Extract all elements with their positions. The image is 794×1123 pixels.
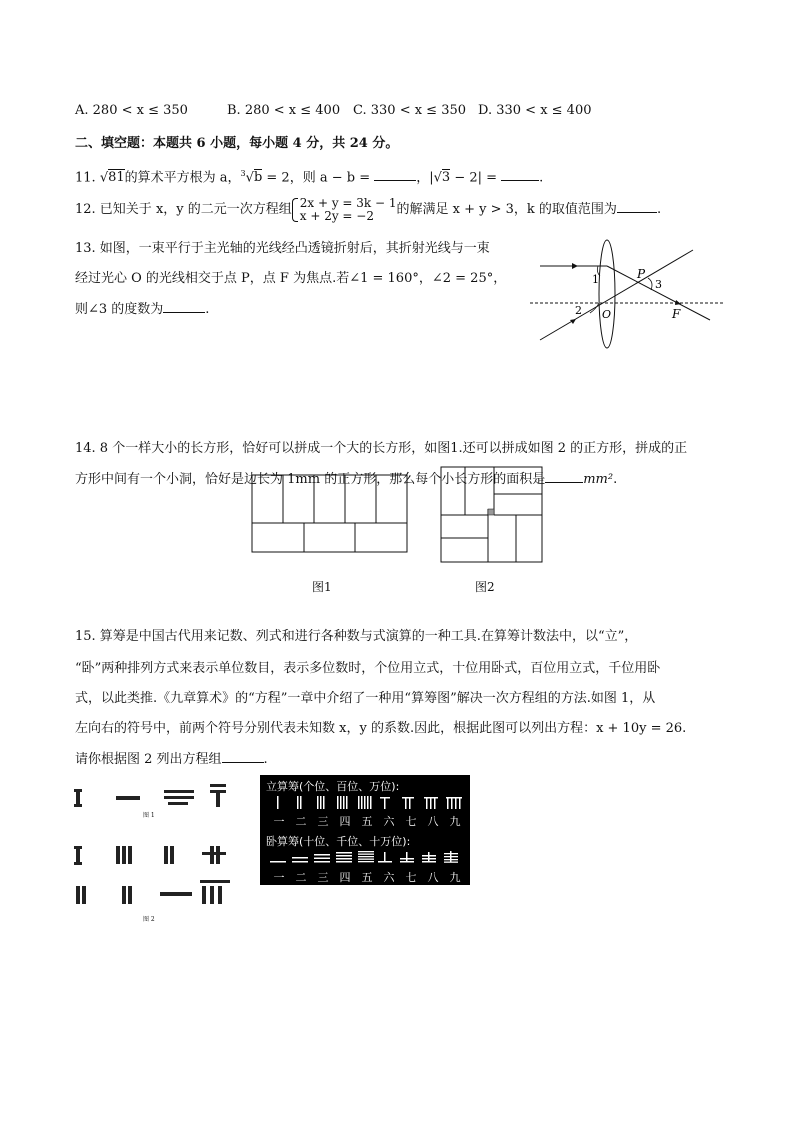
sqrt-81: 81 [108,170,125,186]
sqrt-sign: √ [99,170,109,186]
question-15-line1: 15. 算筹是中国古代用来记数、列式和进行各种数与式演算的一种工具.在算筹计数法中，以“立”， [75,629,638,644]
vertical-rods-row [268,796,468,810]
counting-rod-figures [72,778,232,923]
square-figure-2 [440,466,544,564]
label-f: F [672,307,681,321]
counting-rod-reference-panel [260,775,470,885]
label-o: O [602,308,612,321]
angle-3-label: 3 [655,278,662,291]
rod-figure-2-caption: 图 2 [143,916,155,923]
rod-figure-1-caption: 图 1 [143,812,155,819]
refracted-ray [607,266,710,320]
label-p: P [637,267,646,281]
question-13-line3: 则∠3 的度数为 . [75,302,210,317]
answer-blank-15[interactable] [222,750,264,763]
question-12: 12. 已知关于 x，y 的二元一次方程组 2x + y = 3k − 1 x + 2y = −2 的解满足 x + y > 3，k 的取值范围为 . [75,195,662,223]
question-15-line5: 请你根据图 2 列出方程组 . [75,752,268,767]
question-14-line2: 方形中间有一个小洞，恰好是边长为 1mm 的正方形，那么每个小长方形的面积是 mm². [75,472,618,487]
ray-through-center [540,250,693,340]
vertical-rods-title: 立算筹(个位、百位、万位): [266,780,400,793]
question-15-line3: 式，以此类推.《九章算术》的“方程”一章中介绍了一种用“算筹图”解决一次方程组的方法.如图 1，从 [75,691,656,706]
angle-2-label: 2 [575,304,582,317]
lens-diagram [530,238,730,350]
q10-option-a: A. 280 < x ≤ 350 [75,103,188,118]
answer-blank-11a[interactable] [374,168,416,181]
sqrt-sign: √ [433,170,442,186]
q10-option-d: D. 330 < x ≤ 400 [478,103,592,118]
rod-figure-1 [74,784,226,807]
vertical-rods-digits: 一 二 三 四 五 六 七 八 九 [273,815,461,828]
q10-option-c: C. 330 < x ≤ 350 [353,103,467,118]
equation-system: 2x + y = 3k − 1 x + 2y = −2 [292,197,397,223]
question-15-line4: 左向右的符号中，前两个符号分别代表未知数 x，y 的系数.因此，根据此图可以列出方程：x + 10y = 26. [75,721,687,736]
convex-lens [599,240,615,348]
q10-option-b: B. 280 < x ≤ 400 [227,103,341,118]
question-15-line2: “卧”两种排列方式来表示单位数目，表示多位数时，个位用立式，十位用卧式，百位用立式，千位用卧 [75,661,661,676]
horizontal-rods-row [268,851,468,865]
answer-blank-13[interactable] [163,300,205,313]
angle-1-label: 1 [592,273,599,286]
question-13-line2: 经过光心 O 的光线相交于点 P，点 F 为焦点.若∠1 = 160°，∠2 = 25°， [75,271,507,286]
rectangle-figure-1 [251,474,409,554]
horizontal-rods-title: 卧算筹(十位、千位、十万位): [266,835,411,848]
section-2-header: 二、填空题：本题共 6 小题，每小题 4 分，共 24 分。 [75,136,399,151]
rod-figure-2-row-1 [74,846,226,865]
hole-square [488,509,494,515]
question-14-line1: 14. 8 个一样大小的长方形，恰好可以拼成一个大的长方形，如图1.还可以拼成如图 2 的正方形，拼成的正 [75,441,688,456]
figure-1-caption: 图1 [312,580,332,594]
answer-blank-12[interactable] [617,200,657,213]
horizontal-rods-digits: 一 二 三 四 五 六 七 八 九 [273,871,461,884]
answer-blank-11b[interactable] [501,168,539,181]
question-13-line1: 13. 如图，一束平行于主光轴的光线经凸透镜折射后，其折射光线与一束 [75,241,490,256]
cube-root-index: 3 [240,169,246,178]
rod-figure-2-row-2 [76,880,230,904]
arrow-icon [572,263,578,269]
answer-blank-14[interactable] [545,470,583,483]
question-11: 11. √81的算术平方根为 a，$^3$√b = 2，则 a − b = ，|√3 − 2| = . [75,169,544,186]
figure-2-caption: 图2 [475,580,495,594]
cube-root-sign: √ [245,170,254,186]
